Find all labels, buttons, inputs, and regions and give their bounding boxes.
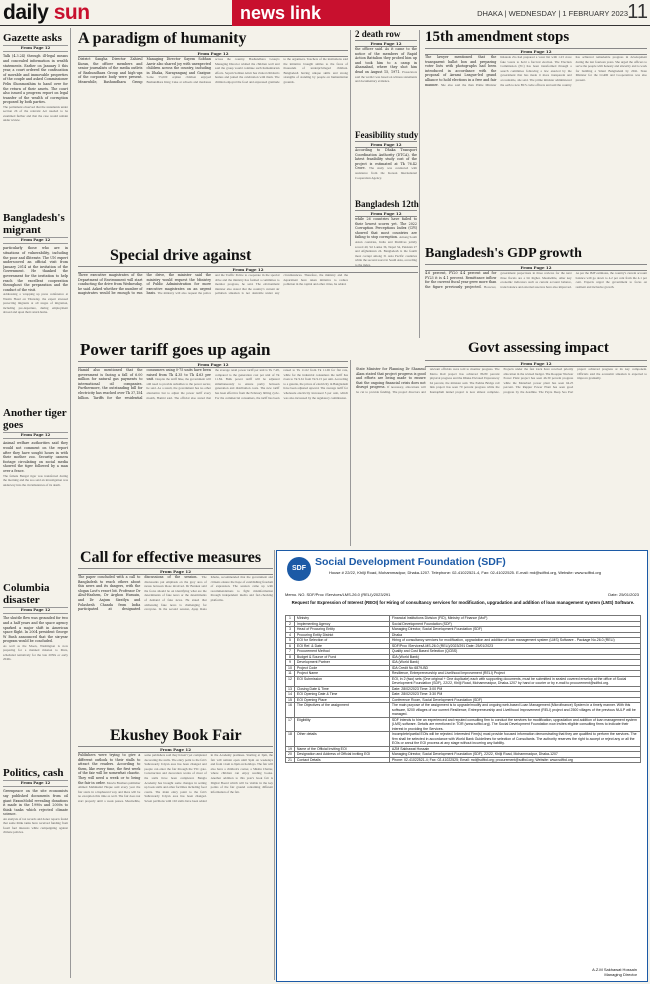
row-number: 19 xyxy=(286,746,295,752)
article-ekushey xyxy=(78,753,273,979)
row-label: Name of the Official Inviting EOI xyxy=(294,746,389,752)
article-15th-amendment xyxy=(425,55,647,243)
row-label: Other details xyxy=(294,732,389,747)
article-body: Hamid also mentioned that the government is facing a fall of 6.00 million for natural gas payments to international oil companies. Furthermore, the outstanding bill for electricity has reached over Tk 37,154 billion. Tariffs for the residential consumers using 0-75 units have been raised from Tk 4.35 to Tk 4.63 per unit. xyxy=(78,368,211,400)
row-number: 16 xyxy=(286,703,295,718)
row-value: Date: 28/02/2023 Time: 3:30 PM xyxy=(389,692,640,698)
headline-special-drive[interactable]: Special drive against xyxy=(110,247,252,264)
row-label: EOI Opening Place xyxy=(294,697,389,703)
ad-date: Date: 25/01/2023 xyxy=(608,592,639,597)
article-continuation: Despite the tariff hike, the government will still need to provide subsidies to the power sector, he said. As a result, the government has no other alternative but to adjust the power tariff every month, Hamid said. The official also stated that the average retail power tariff per unit is Tk 7.48, compared to the generation cost per unit of Tk 11.84. Bulk power tariff will be adjusted simultaneously to ensure parity between generation and distribution costs. The new tariff has been effective from the February billing cycle. For the commercial consumers, the tariff has been raised to Tk 11.62 from Tk 11.06 for flat rate, while for the industrial consumers the tariff has risen to Tk 9.61 from Tk 9.15 per unit. According to a gazette, the prices of electricity in Bangladesh have been adjusted upward. The average tariff for wholesale electricity increased 5 per cent, which was also increased by the regulatory commission. xyxy=(146,368,348,400)
row-label: Ministry xyxy=(294,616,389,622)
table-row xyxy=(286,703,641,718)
article-continuation: If necessary, allocations will be cut to provide funding. The project directors and relevant officials were told to monitor progress. The Metro Rail project has achieved 86.80 percent physical progress and the Dhaka Elevated Expressway 64 percent, the minister said. The Padma Bridge rail link project has seen 70 percent progress while the Karnaphuli tunnel project is now almost complete. Projects under the fast track have received priority allocation in the revised budget. The Rooppur Nuclear Power Plant project has seen 46.30 percent progress while the Matarbari power plant has seen 64.25 percent. The Ruppur Power Plant has seen good progress by the deadline. The Payra Deep Sea Port project achieved progress at its key component. Officials said the economic situation is expected to improve gradually. xyxy=(356,367,647,394)
row-value[interactable]: Phone: 02-41022521-4; Fax: 02-41022525; Email: md@sdfbd.org; procurement@sdfbd.org; Website: www.sdfbd.org xyxy=(389,757,640,763)
column-rule xyxy=(350,30,351,246)
article-govt-assessing xyxy=(356,367,647,547)
brief xyxy=(3,403,68,578)
row-label: Development Partner xyxy=(294,660,389,666)
article-gdp xyxy=(425,271,647,337)
headline-gdp[interactable]: Bangladesh's GDP growth xyxy=(425,246,582,261)
row-value: Quality and Cost Based Selection (QCBS) xyxy=(389,649,640,655)
kicker-govt-assessing: From Page 12 xyxy=(425,360,647,367)
row-label: EOI for Selection of xyxy=(294,638,389,644)
row-value: Managing Director, Social Development Foundation (SDF), 22/22, Khilji Road, Mohammadpur, Dhaka-1207 xyxy=(389,752,640,758)
headline-power-tariff[interactable]: Power tariff goes up again xyxy=(80,340,271,359)
signer-name: A.Z.M Sakhawat Hossain xyxy=(592,967,637,972)
row-label: Project Name xyxy=(294,671,389,677)
article-body: According to Dhaka Transport Coordination Authority (DTCA), the latest feasibility study cost of the project is estimated at Tk 76.42 Crore. xyxy=(355,148,417,171)
brief-title[interactable]: Gazette asks xyxy=(3,32,62,44)
row-label: Closing Date & Time xyxy=(294,686,389,692)
article-body: Publishers were trying to give a different outlook to their stalls to attract the readers. According to them, like every time, the first week of the fair will be somewhat chaotic. They will need a week or to bring the fair in order. xyxy=(78,753,141,785)
article-continuation: The discussants put emphasis on the grey area of nexus between those involved. Dr Barakat said the focus should be on identifying what are the determinants of fake news or the determinants of demand of fake news. He stated that addressing fake news is challenging for everyone. In the second session, Ayup Rana Khaba, recommended that the government and citizens ensure the hope of establishing freedom of expression. The session came up with recommendations to fight misinformation through independent media and fact-checking platforms. xyxy=(144,575,273,612)
row-value[interactable]: EOI, in 2 (two) sets (One original + One duplicate) each with supporting documents, must be submitted in sealed covered envelop at the office of Social Development Foundation (SDF), 22/22, Khilji Road, Mohammadpur, Dhaka-1207 by hand or courier or by e-mail to procurement@sdfbd.org. xyxy=(389,676,640,686)
row-number: 4 xyxy=(286,632,295,638)
dateline: DHAKA | WEDNESDAY | 1 FEBRUARY 2023 xyxy=(477,9,628,18)
column-rule xyxy=(419,30,420,338)
ad-details-table xyxy=(285,615,641,763)
row-number: 21 xyxy=(286,757,295,763)
ad-organisation: Social Development Foundation (SDF) xyxy=(315,556,506,568)
row-label: Contact Details xyxy=(294,757,389,763)
row-number: 13 xyxy=(286,686,295,692)
brief-kicker: From Page 12 xyxy=(3,432,68,439)
headline-15th-amendment[interactable]: 15th amendment stops xyxy=(425,29,570,45)
row-value[interactable]: SDF intends to hire an experienced and reputed consulting firm to conduct the services for modification, upgradation and addition of loan management system (LMS) software. Details are mentioned in TOR (www.sdfbd.org). The Social Development Foundation now invites eligible consulting firms to indicate their interest in providing the Services. xyxy=(389,717,640,732)
row-number: 7 xyxy=(286,649,295,655)
article-continuation: Among South Asian countries, India and Maldives jointly scored 40, Sri Lanka 36, Nepal 34, Pakistan 27 and Afghanistan 24. Bangladesh is the fourth most corrupt among 31 Asia Pacific countries while the second-worst in South Asia, according to the index. xyxy=(355,235,417,267)
brief-title[interactable]: Columbia disaster xyxy=(3,582,50,606)
article-body: District Sangha Director Zahirul Kuran, the officer members and senior journalists of the media outlets of Bashundhara Group and high-ups of the corporate body were present. Meanwhile, Bashundhara Group Managing Director Sayem Sobhan Anvir also shared joy with unexpected children across the country, including in Dhaka, Narayanganj and Gazipur. xyxy=(78,57,211,84)
row-value: Conference Room, Social Development Foundation (SDF) xyxy=(389,697,640,703)
article-body: The paper concluded with a call to Bangladesh to reach others about this news and its dangers, with the slogan Lost's resort bit. Professor Dr Abul-Hashem, Dr Arghon Hussain, and Dr Anjum Siratlya and Polashesh Chanda from India participated at designated discussions of the session. xyxy=(78,575,198,612)
ad-address: House # 22/22, Khilji Road, Mohammadpur, Dhaka-1207. Telephone: 02-41022521-4, Fax: 02-41022525. E-mail: md@sdfbd.org, Website: www.sdfbd.org xyxy=(328,570,602,575)
article-continuation: The study was conducted with assistance from the Korean International Cooperation Agency. xyxy=(355,166,417,180)
brief-kicker: From Page 12 xyxy=(3,780,68,787)
table-row xyxy=(286,757,641,763)
row-number: 14 xyxy=(286,692,295,698)
brief-continuation: The female Bengal tiger was transferred during the morning and the zoo said an investigation was underway into the circumstances of its death. xyxy=(3,473,68,487)
headline-call-measures[interactable]: Call for effective measures xyxy=(80,549,262,566)
article-continuation: She also said the then Prime Minister Khaleda Zia had prepared a voter list with 1.23 crore fake voters to hold a farcical election. The Election Commission (EC) has been transformed through a search committee following a law enacted by the government that has made it more transparent and accountable, she said. The prime minister administered the oath to new BCS cadre officers and said the country has achieved remarkable progress in development during the last fourteen years. She urged the officers to serve the people with honesty and sincerity and to work for building a Smart Bangladesh by 2041. State Minister for the LGRD and Cooperatives was also present. xyxy=(440,55,647,87)
row-value: Incomplete/partial EOIs will be rejected. Interested Firm(s) must provide focused information demonstrating that they are qualified to perform the services. The firm shall be selected in accordance with World Bank Guidelines for selection of Consultants. The authority reserves the right to accept or reject any or all the EOIs or annul the EOI process at any stage without incurring any liability. xyxy=(389,732,640,747)
brief xyxy=(3,763,68,963)
ad-signature xyxy=(592,967,637,977)
row-value: Financial Institutions Division (FID), Ministry of Finance (MoF) xyxy=(389,616,640,622)
brief xyxy=(3,208,68,403)
brief-kicker: From Page 12 xyxy=(3,607,68,614)
row-label: The Objectives of the assignment xyxy=(294,703,389,718)
row-label: EOI Submission xyxy=(294,676,389,686)
article-call-measures xyxy=(78,575,273,723)
row-number: 18 xyxy=(286,732,295,747)
row-number: 12 xyxy=(286,676,295,686)
article-special-drive xyxy=(78,273,348,338)
brief xyxy=(3,28,68,208)
kicker-bangladesh-12th: From Page 12 xyxy=(355,210,417,217)
row-value: Managing Director, Social Development Foundation (SDF) xyxy=(389,627,640,633)
row-number: 9 xyxy=(286,660,295,666)
kicker-gdp: From Page 12 xyxy=(425,264,647,271)
table-row xyxy=(286,732,641,747)
brief-continuation: As well as the Moon, Washington is now preparing for a manned mission to Mars, scheduled tentatively for the late 2030s or early 2040s. xyxy=(3,643,68,662)
row-number: 11 xyxy=(286,671,295,677)
headline-death-row[interactable]: 2 death row xyxy=(355,29,401,39)
article-body: Three executive magistrates of the Department of Environment will start conducting the drive from Wednesday, he said. Asked whether the number of magistrates would be enough to run the drive, the minister said the ministry would request the Ministry of Public Administration for more executive magistrates on an urgent basis. xyxy=(78,273,211,296)
row-label: EOI Ref. & Date xyxy=(294,643,389,649)
row-value: IDA Credit No 6879-BD xyxy=(389,665,640,671)
article-continuation: The ministry will also request the police and the Traffic Police to cooperate in the special drive and the ministry has formed a committee to monitor progress, he said. The environment minister also stated that the country's current air pollution situation is not desirable under any circumstances. Therefore, the ministry and the department have taken initiative to reduce pollution in the capital and other cities, he added. xyxy=(157,273,348,296)
kicker-ekushey: From Page 12 xyxy=(78,746,273,753)
row-value: Dhaka xyxy=(389,632,640,638)
headline-ekushey[interactable]: Ekushey Book Fair xyxy=(110,727,242,744)
row-value: Social Development Foundation (SDF) xyxy=(389,621,640,627)
brief-title[interactable]: Another tiger goes xyxy=(3,407,67,431)
article-continuation: However, government projections in three reviews for the next three fiscals are a bit higher. Meanwhile, other key economic indicators such as current account balance, trade balance and external reserves have also improved. As per the IMF estimates, the country's current account balance will go down to 4.2 per cent from the 4.1 per cent. Experts urged the government to focus on resilient and inclusive growth. xyxy=(483,271,647,289)
row-label: Procuring Entity District xyxy=(294,632,389,638)
brief-continuation: The parliament observed that the statements under section 26 of the relevant Act needed to be examined further and that the case would remain under review. xyxy=(3,104,68,123)
article-feasibility xyxy=(355,148,417,196)
article-death-row xyxy=(355,47,417,127)
row-label: Implementing Agency xyxy=(294,621,389,627)
brief-continuation: Addressing a wrapping up press conference at Westin Hotel on Thursday, the expert stressed protecting migrants at all stages of migration, including pre-departure, during employment abroad and upon their return home. xyxy=(3,292,68,315)
ad-heading: Request for Expression of Interest (REOI) for Hiring of consultancy services for modification, upgradation and addition of loan management system (LMS) Software. xyxy=(291,600,635,605)
row-value: Date: 28/02/2023 Time: 3:00 PM xyxy=(389,686,640,692)
sidebar-briefs xyxy=(3,28,71,978)
row-number: 10 xyxy=(286,665,295,671)
article-paradigm xyxy=(78,57,348,245)
brief-body: Animal welfare authorities said they would not comment on the report after they have sought hours in with their mother zoo. Security camera footage circulating on social media showed the tiger followed by a man over a fence. xyxy=(3,441,68,473)
table-row xyxy=(286,676,641,686)
row-number: 20 xyxy=(286,752,295,758)
brief-continuation: An analysis of tax records and donor reports found that some think tanks have received funding from fossil fuel interests while campaigning against climate policies. xyxy=(3,816,68,835)
kicker-power-tariff: From Page 12 xyxy=(78,361,348,368)
brief-body: Talk (4.3.24) through ill-legal means and concealed information in wealth statements. Earlier on January 5 this year, a court ordered the confiscation of movable and immovable properties of the couple and asked Commissioner Felix Shonmosihim to hand over for the return of their assets. The court also issued a progress report on legal transfer of the wealth of corruption proposed by both parties. xyxy=(3,54,68,105)
brief-body: Greenpeace on the site economists say published documents from oil giant ExxonMobil revealing donations it made in the 1990s and 2000s to think tanks which rejected climate science. xyxy=(3,789,68,817)
row-label: EOI Opening Date & Time xyxy=(294,692,389,698)
kicker-call-measures: From Page 12 xyxy=(78,568,273,575)
row-value: IDA (World Bank) xyxy=(389,660,640,666)
headline-paradigm[interactable]: A paradigm of humanity xyxy=(78,30,247,47)
brief-kicker: From Page 12 xyxy=(3,237,68,244)
row-number: 3 xyxy=(286,627,295,633)
page-number: 11 xyxy=(627,1,648,23)
article-continuation: Prosecutors said the verdict was based on witness statements and documentary evidence. xyxy=(355,69,417,84)
brief-body: The shuttle flew was grounded for two and a half years and the space agency sparked a major shift in American space flight. In 2004 president George W Bush announced that the six-year program would be concluded. xyxy=(3,616,68,644)
newspaper-logo[interactable]: daily sun xyxy=(3,1,90,24)
headline-govt-assessing[interactable]: Govt assessing impact xyxy=(468,340,609,356)
row-number: 6 xyxy=(286,643,295,649)
article-body: State Minister for Planning Dr Shamsul Alam stated that project progress is good and efforts are being made to ensure that the ongoing financial crisis does not disrupt progress. xyxy=(356,367,426,390)
headline-bangladesh-12th[interactable]: Bangladesh 12th xyxy=(355,199,419,209)
row-value: Hiring of consultancy services for modification, upgradation and addition of loan management system (LMS) Software - Package No.26.0 (RELI) xyxy=(389,638,640,644)
kicker-paradigm: From Page 12 xyxy=(78,50,348,57)
article-body: 4.6 percent, FY20 4.4 percent and for FY23 it is 4.1 percent. Remittance inflow for the current fiscal year grew more than the figure previously projected. xyxy=(425,271,497,289)
row-label: Procurement Method xyxy=(294,649,389,655)
brief-kicker: From Page 12 xyxy=(3,45,68,52)
brief xyxy=(3,578,68,763)
sdf-reoi-advertisement xyxy=(276,550,648,982)
row-value: The main purpose of the assignment is to upgrade/modify and ongoing web-based Loan Management (Microfinance) System in a timely manner. With this software, 5200 villages of our current Resilience, Entrepreneurship and Livelihood Improvement (RELI) project and 2500 villages of the previous NULP will be managed. xyxy=(389,703,640,718)
kicker-feasibility: From Page 12 xyxy=(355,141,417,148)
row-number: 15 xyxy=(286,697,295,703)
article-continuation: Mowla Brothers publisher Ahmed Mahmudul Haque said every year the fair starts in a haphazard way and there will be no exception this time as well. The fair does not start properly until a week passes. Meanwhile, some publishers said they haven't yet completed decorating the stalls. The entry point to the fair's Suhrawardy Udyan area has been changed and people can enter the fair through the TSC gate. Construction and decoration works of most of the stalls have been completed. Bangla Academy has brought some changes in setting up book stalls and other facilities including food courts. The main entry point to the fair's Suhrawardy Udyan area has been changed. Seven pavilions with 102 stalls have been added in the Academy premises. Starting at 3pm, the fair will remain open until 9pm on weekdays and from 11am to 9pm on holidays. The fair will also have a children's corner, a Shishu Chattar, where children can enjoy reading books. Another addition to this year's book fair is Digital Board which will be visible in the key points of the fair ground containing different information of the fair. xyxy=(78,753,273,803)
row-value: AZM Sakhawat Hossain xyxy=(389,746,640,752)
headline-feasibility[interactable]: Feasibility study xyxy=(355,130,419,140)
row-number: 2 xyxy=(286,621,295,627)
row-value: SDF/Proc /Services/LMS-26.0 (RELI)/2023/291 Date: 25/01/2023 xyxy=(389,643,640,649)
kicker-15th-amendment: From Page 12 xyxy=(425,48,647,55)
sdf-logo-icon: SDF xyxy=(287,557,311,581)
brief-title[interactable]: Politics, cash xyxy=(3,767,64,779)
row-number: 17 xyxy=(286,717,295,732)
row-label: Eligibility xyxy=(294,717,389,732)
column-rule xyxy=(274,550,275,980)
kicker-death-row: From Page 12 xyxy=(355,40,417,47)
article-power-tariff xyxy=(78,368,348,546)
row-label: Project Code xyxy=(294,665,389,671)
signer-title: Managing Director xyxy=(604,972,637,977)
ad-memo: Memo. NO. SDF/Proc /Services/LMS-26.0 (RELI)/2023/291 xyxy=(285,592,391,597)
row-number: 1 xyxy=(286,616,295,622)
row-number: 5 xyxy=(286,638,295,644)
article-body: The lawyer mentioned that the transparent ballot box and preparing voter lists with photographs had been introduced in accordance with the proposal of Awami League-led grand alliance to hold elections in a free and fair manner. xyxy=(425,55,497,87)
article-bangladesh-12th xyxy=(355,217,417,337)
row-value: IDA (World Bank) xyxy=(389,654,640,660)
row-label: Designation and Address of Official inviting EOI xyxy=(294,752,389,758)
table-row xyxy=(286,717,641,732)
kicker-special-drive: From Page 12 xyxy=(78,266,418,273)
column-rule xyxy=(350,360,351,546)
row-number: 8 xyxy=(286,654,295,660)
article-body: while 26 countries have failed to their lowest scores yet. The 2022 Corruption Perceptions Index (CPI) showed that most countries are failing to stop corruption. xyxy=(355,217,417,240)
brief-body: particularly those who are in situations of vulnerability, including the poor and illiterate. The UN expert underscored an official visit from January 2014 at the invitation of the Government. He thanked the government for the invitation to help reach the excellent cooperation throughout the preparation and the conduct of the visit. xyxy=(3,246,68,292)
brief-title[interactable]: Bangladesh's migrant xyxy=(3,212,65,236)
article-continuation: Some 55,000 orphan children enjoyed Bashundhara King Cake at schools and madrasas across the country. Bashundhara Group's Managing Director wished the children well and said the group would continue such humanitarian efforts. Sayem Sobhan Anvir has visited children's homes and joined the celebration with them. The children enjoyed the food and expressed gratitude to the organisers. Teachers of the institutions said the initiative brought smiles to the faces of thousands of underprivileged children. Bangladesh having unique skills and strong strengths of standing by people on humanitarian grounds. xyxy=(146,57,348,84)
row-value: Resilience, Entrepreneurship and Livelihood Improvement (RELI) Project xyxy=(389,671,640,677)
row-label: Budget & Source of Fund xyxy=(294,654,389,660)
row-label: Head of Procuring Entity xyxy=(294,627,389,633)
masthead xyxy=(0,0,650,26)
section-label: news link xyxy=(232,0,390,26)
article-body: the officer said. As it came to the notice of the members of Rapid Action Battalion they probed him up and took him to a camp in Ahamabad, where they shot him dead on August 15, 1971. xyxy=(355,47,417,74)
